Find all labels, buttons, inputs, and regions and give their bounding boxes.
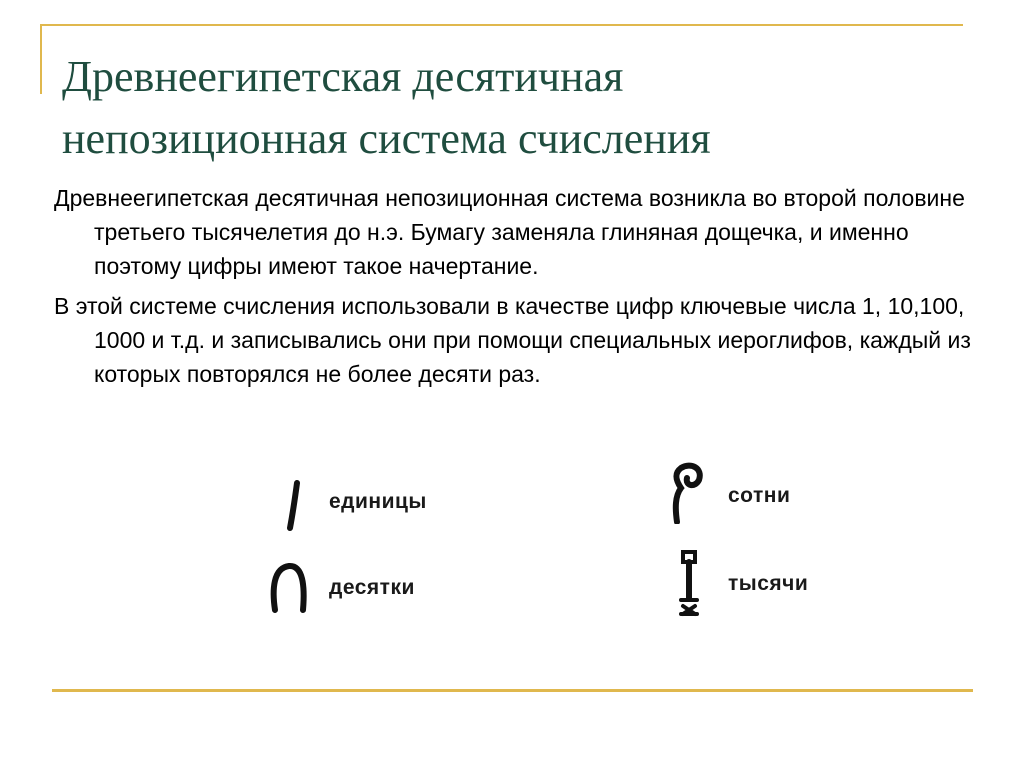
paragraph-1: Древнеегипетская десятичная непозиционная система возникла во второй половине третьего тысячелетия до н.э. Бумагу заменяла глиняная дощечка, и именно поэтому цифры имеют такое начертание. <box>54 185 965 279</box>
hieroglyph-label-hundreds: сотни <box>728 484 791 507</box>
coil-glyph-icon <box>663 462 711 524</box>
slide-body <box>54 181 984 397</box>
title-line-2: непозиционная система счисления <box>62 114 711 163</box>
hieroglyph-label-thousands: тысячи <box>728 572 809 595</box>
top-rule <box>40 24 963 26</box>
hieroglyph-label-units: единицы <box>329 490 427 513</box>
hieroglyph-figure <box>255 462 809 632</box>
lotus-glyph-icon <box>673 548 707 618</box>
stroke-glyph-icon <box>283 480 305 532</box>
paragraph-2: В этой системе счисления использовали в качестве цифр ключевые числа 1, 10,100, 1000 и т.д. и записывались они при помощи специальных иероглифов, каждый из которых повторялся не более десяти раз. <box>54 293 971 387</box>
title-line-1: Древнеегипетская десятичная <box>62 52 624 101</box>
arch-glyph-icon <box>267 560 311 614</box>
slide-title <box>62 46 962 170</box>
hieroglyph-label-tens: десятки <box>329 576 415 599</box>
left-rule <box>40 24 42 94</box>
bottom-rule <box>52 689 973 692</box>
